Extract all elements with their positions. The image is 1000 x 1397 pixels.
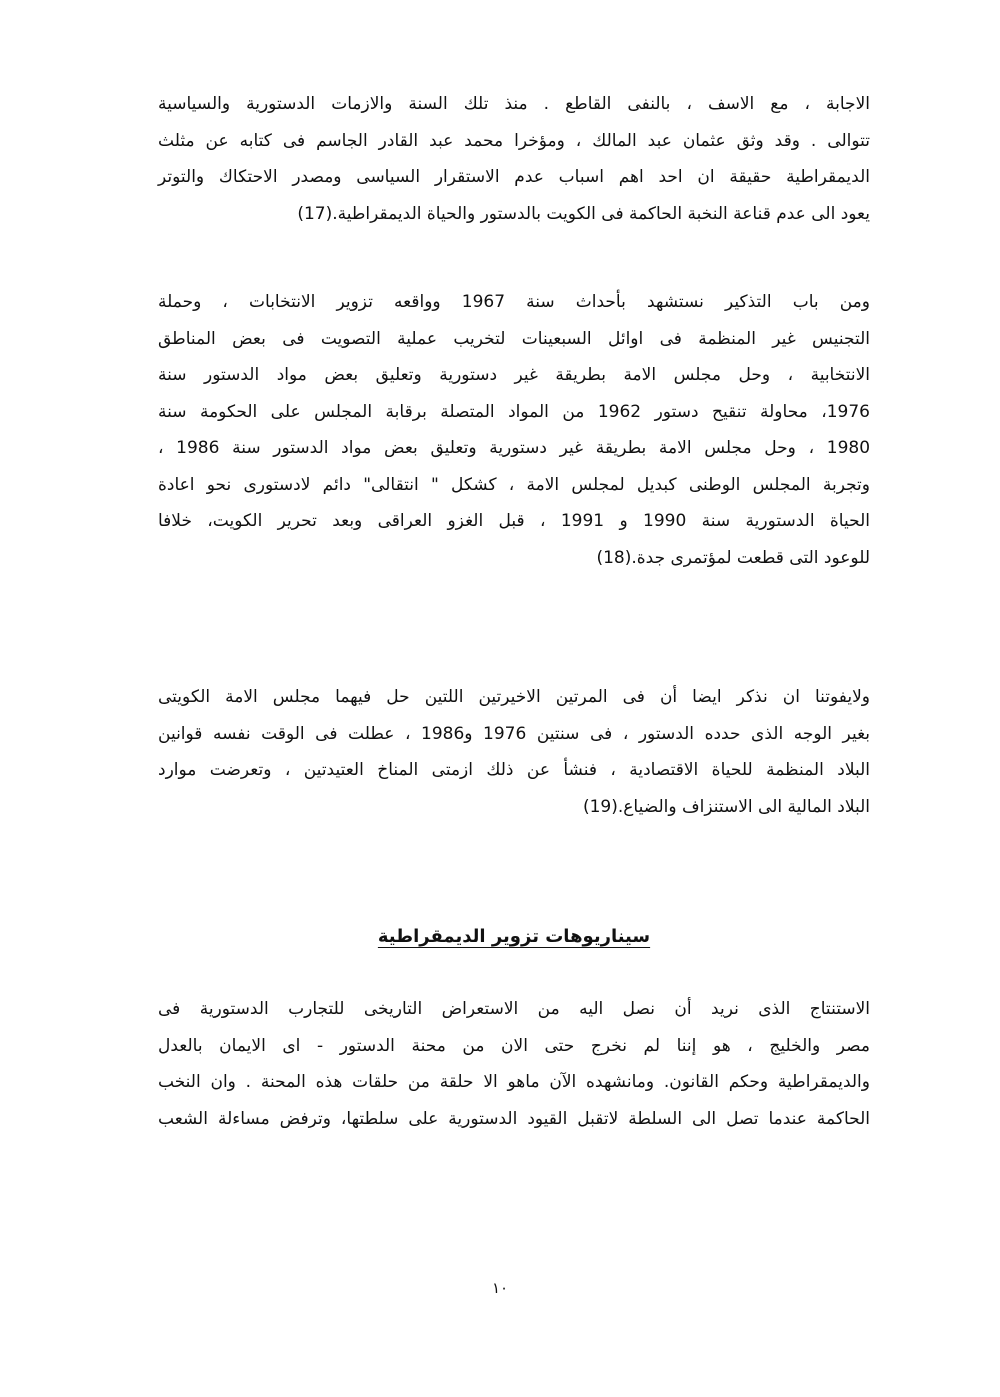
section-heading: سيناريوهات تزوير الديمقراطية	[377, 926, 651, 947]
paragraph-line: الحياة الدستورية سنة 1990 و 1991 ، قبل الغزو العراقى وبعد تحرير الكويت، خلافا	[158, 511, 870, 531]
paragraph-line: الاجابة ، مع الاسف ، بالنفى القاطع . منذ تلك السنة والازمات الدستورية والسياسية	[158, 94, 870, 114]
paragraph-line: البلاد المنظمة للحياة الاقتصادية ، فنشأ عن ذلك ازمتى المناخ العتيدتين ، وتعرضت موارد	[158, 760, 870, 780]
paragraph-line: الانتخابية ، وحل مجلس الامة بطريقة غير دستورية وتعليق بعض مواد الدستور سنة	[158, 365, 870, 385]
paragraph-line: والديمقراطية وحكم القانون. ومانشهده الآن ماهو الا حلقة من حلقات هذه المحنة . وان النخب	[158, 1072, 870, 1092]
paragraph-line: الاستنتاج الذى نريد أن نصل اليه من الاستعراض التاريخى للتجارب الدستورية فى	[158, 999, 870, 1019]
paragraph-line: للوعود التى قطعت لمؤتمرى جدة.(18)	[596, 547, 870, 568]
paragraph-line: ومن باب التذكير نستشهد بأحداث سنة 1967 وواقعه تزوير الانتخابات ، وحملة	[158, 292, 870, 312]
paragraph-line: وتجربة المجلس الوطنى كبديل لمجلس الامة ، كشكل " انتقالى" دائم لادستورى نحو اعادة	[158, 474, 870, 495]
paragraph-line: الحاكمة عندما تصل الى السلطة لاتقبل القيود الدستورية على سلطتها، وترفض مساءلة الشعب	[158, 1108, 870, 1129]
paragraph-2	[158, 284, 870, 576]
paragraph-line: مصر والخليج ، هو إننا لم نخرج حتى الان من محنة الدستور - اى الايمان بالعدل	[158, 1035, 870, 1056]
paragraph-line: يعود الى عدم قناعة النخبة الحاكمة فى الكويت بالدستور والحياة الديمقراطية.(17)	[297, 203, 870, 224]
paragraph-3	[158, 679, 870, 825]
paragraph-1	[158, 86, 870, 232]
paragraph-4	[158, 991, 870, 1137]
paragraph-line: 1976، محاولة تنقيح دستور 1962 من المواد المتصلة برقابة المجلس على الحكومة سنة	[158, 401, 870, 422]
paragraph-line: ولايفوتنا ان نذكر ايضا أن فى المرتين الاخيرتين اللتين حل فيهما مجلس الامة الكويتى	[158, 687, 870, 707]
paragraph-line: بغير الوجه الذى حدده الدستور ، فى سنتين 1976 و1986 ، عطلت فى الوقت نفسه قوانين	[158, 723, 871, 744]
page-number: ١٠	[491, 1279, 509, 1297]
paragraph-line: الديمقراطية حقيقة ان احد اهم اسباب عدم الاستقرار السياسى ومصدر الاحتكاك والتوتر	[158, 167, 870, 187]
paragraph-line: تتوالى . وقد وثق عثمان عبد المالك ، ومؤخرا محمد عبد القادر الجاسم فى كتابه عن مثلث	[158, 130, 870, 151]
paragraph-line: 1980 ، وحل مجلس الامة بطريقة غير دستورية وتعليق بعض مواد الدستور سنة 1986 ،	[158, 438, 871, 458]
paragraph-line: التجنيس غير المنظمة فى اوائل السبعينات لتخريب عملية التصويت فى بعض المناطق	[158, 328, 870, 349]
paragraph-line: البلاد المالية الى الاستنزاف والضياع.(19)	[582, 796, 870, 817]
